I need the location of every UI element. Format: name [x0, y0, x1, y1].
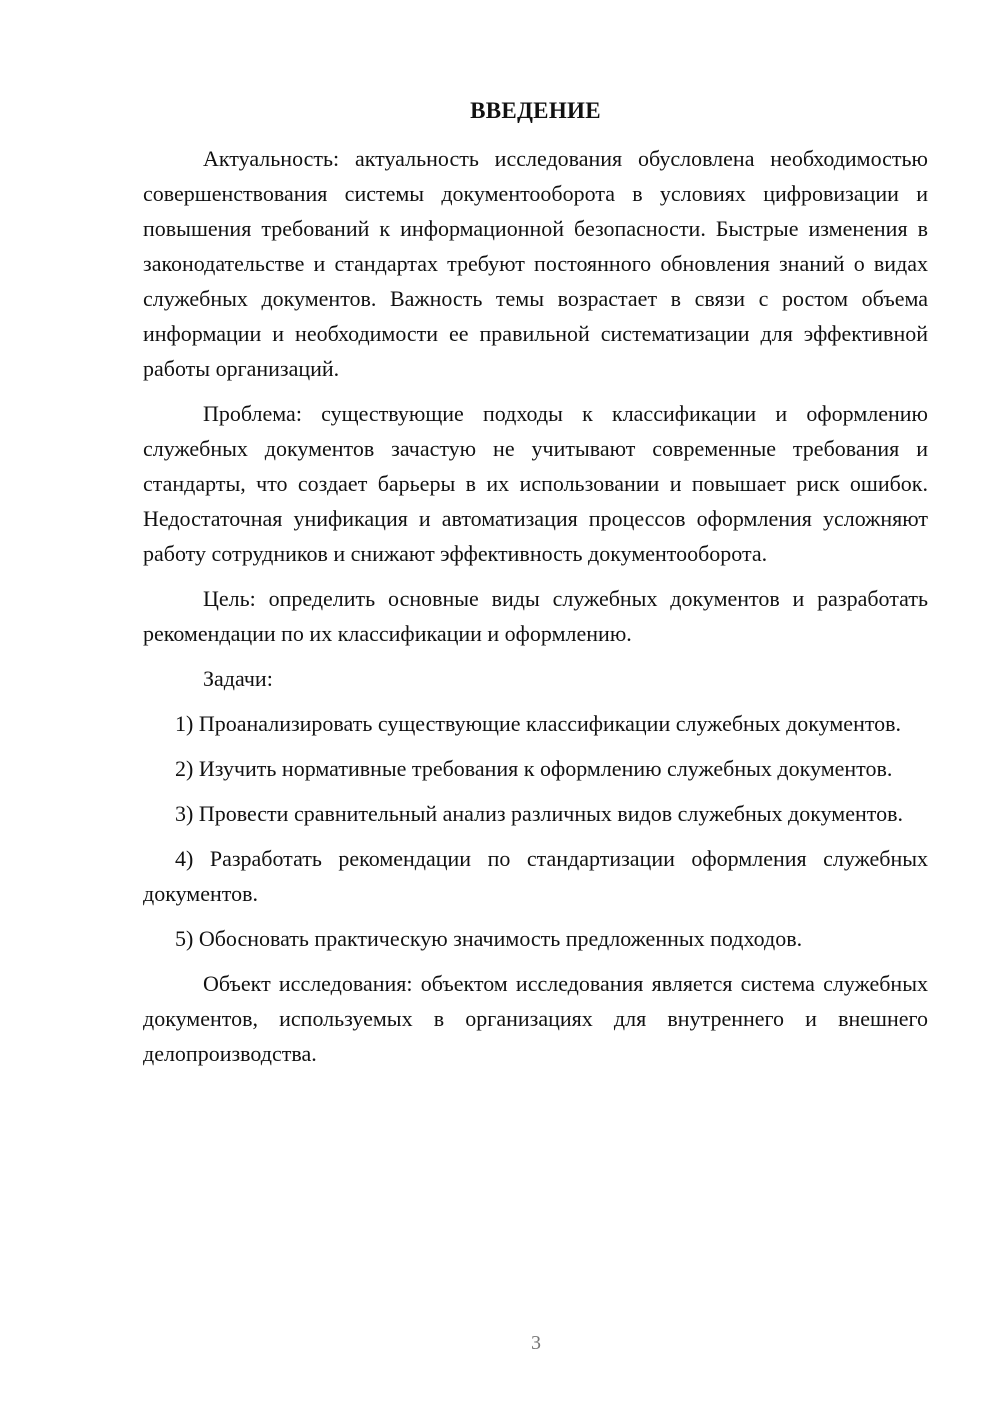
- task-item-2: 2) Изучить нормативные требования к оформлению служебных документов.: [175, 756, 893, 781]
- task-item-5: 5) Обосновать практическую значимость предложенных подходов.: [175, 926, 803, 951]
- problem-paragraph: Проблема: существующие подходы к классификации и оформлению служебных документов зачастую не учитывают современные требования и стандарты, что создает барьеры в их использовании и повышает риск ошибок. Недостаточная унификация и автоматизация процессов оформления усложняют работу сотрудников и снижают эффективность документооборота.: [143, 401, 928, 566]
- object-paragraph: Объект исследования: объектом исследования является система служебных документов, используемых в организациях для внутреннего и внешнего делопроизводства.: [143, 971, 928, 1066]
- relevance-paragraph: Актуальность: актуальность исследования обусловлена необходимостью совершенствования системы документооборота в условиях цифровизации и повышения требований к информационной безопасности. Быстрые изменения в законодательстве и стандартах требуют постоянного обновления знаний о видах служебных документов. Важность темы возрастает в связи с ростом объема информации и необходимости ее правильной систематизации для эффективной работы организаций.: [143, 146, 928, 381]
- document-page: [143, 95, 928, 1081]
- goal-paragraph: Цель: определить основные виды служебных документов и разработать рекомендации по их классификации и оформлению.: [143, 586, 928, 646]
- task-item-1: 1) Проанализировать существующие классификации служебных документов.: [175, 711, 902, 736]
- task-item-4: 4) Разработать рекомендации по стандартизации оформления служебных документов.: [143, 846, 928, 906]
- page-number: 3: [531, 1332, 541, 1354]
- page-title: ВВЕДЕНИЕ: [470, 98, 601, 123]
- task-item-3: 3) Провести сравнительный анализ различных видов служебных документов.: [175, 801, 903, 826]
- task-list: [143, 706, 928, 956]
- tasks-label: Задачи:: [203, 666, 273, 691]
